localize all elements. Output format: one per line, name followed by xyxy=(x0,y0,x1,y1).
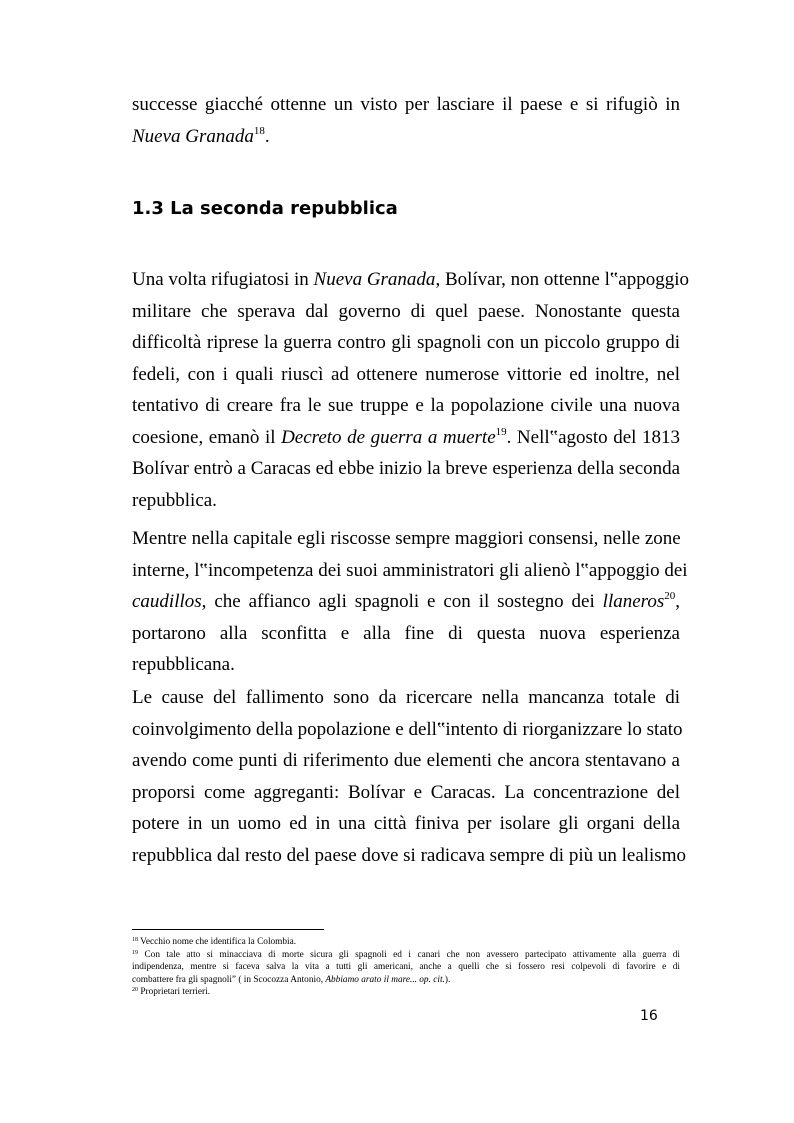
text-line xyxy=(132,586,680,618)
text-span: , Bolívar, non ottenne l‟appoggio xyxy=(435,269,690,290)
text-line: coinvolgimento della popolazione e dell‟intento di riorganizzare lo stato xyxy=(132,718,683,740)
footnote-text: ). xyxy=(444,974,451,985)
footnote-ref: 19 xyxy=(495,425,507,438)
footnote-ref: 18 xyxy=(253,124,265,137)
footnote-text: Vecchio nome che identifica la Colombia. xyxy=(138,937,297,947)
italic-term: Nueva Granada xyxy=(132,125,254,147)
italic-term: Decreto de guerra a muerte xyxy=(281,426,496,448)
footnote-20 xyxy=(132,986,680,999)
text-line: portarono alla sconfitta e alla fine di questa nuova esperienza xyxy=(132,622,680,644)
text-line xyxy=(132,264,690,296)
paragraph xyxy=(132,264,690,516)
text-line: difficoltà riprese la guerra contro gli spagnoli con un piccolo gruppo di xyxy=(132,332,680,353)
text-line xyxy=(132,422,680,454)
text-line: successe giacché ottenne un visto per lasciare il paese e si rifugiò in xyxy=(132,94,680,115)
footnote-divider xyxy=(132,929,324,930)
text-line: repubblica. xyxy=(132,489,217,511)
italic-term: caudillos xyxy=(132,591,202,612)
text-line: potere in un uomo ed in una città finiva per isolare gli organi della xyxy=(132,813,680,834)
text-line: tentativo di creare fra le sue truppe e la popolazione civile una nuova xyxy=(132,395,680,416)
text-line xyxy=(132,121,680,153)
paragraph-continuation xyxy=(132,89,680,152)
footnote-19-line: indipendenza, mentre si faceva salva la vita a tutti gli americani, anche a quelli che si fossero resi colpevoli di favorire e di xyxy=(132,962,680,973)
footnote-ref: 20 xyxy=(664,590,676,602)
text-line: proporsi come aggreganti: Bolívar e Caracas. La concentrazione del xyxy=(132,781,680,803)
footnotes xyxy=(132,936,680,999)
footnote-18 xyxy=(132,936,680,949)
footnote-number: 19 xyxy=(132,949,138,956)
text-line: militare che sperava dal governo di quel paese. Nonostante questa xyxy=(132,300,680,322)
page-number: 16 xyxy=(640,1008,658,1024)
italic-term: Abbiamo arato il mare... op. cit. xyxy=(325,974,445,985)
text-span: coesione, emanò il xyxy=(132,426,282,448)
text-line: Bolívar entrò a Caracas ed ebbe inizio la breve esperienza della seconda xyxy=(132,458,681,479)
footnote-number: 18 xyxy=(132,937,138,943)
text-line: Mentre nella capitale egli riscosse sempre maggiori consensi, nelle zone xyxy=(132,528,681,549)
text-span: . xyxy=(264,125,270,147)
italic-term: llaneros xyxy=(602,591,665,612)
footnote-19-line xyxy=(132,974,680,987)
paragraph xyxy=(132,523,688,681)
text-line: repubblica dal resto del paese dove si radicava sempre di più un lealismo xyxy=(132,844,686,866)
text-line: repubblicana. xyxy=(132,654,235,675)
section-heading: 1.3 La seconda repubblica xyxy=(132,198,398,219)
text-span: , che affianco agli spagnoli e con il sostegno dei xyxy=(201,591,603,612)
text-line: fedeli, con i quali riuscì ad ottenere numerose vittorie ed inoltre, nel xyxy=(132,363,680,385)
text-span: , xyxy=(675,591,680,612)
paragraph xyxy=(132,682,686,871)
text-span: . Nell‟agosto del 1813 xyxy=(506,426,680,448)
text-line: Le cause del fallimento sono da ricercare nella mancanza totale di xyxy=(132,687,680,708)
text-span: Una volta rifugiatosi in xyxy=(132,269,314,290)
italic-term: Nueva Granada xyxy=(313,269,436,290)
text-line: avendo come punti di riferimento due elementi che ancora stentavano a xyxy=(132,750,680,771)
footnote-text: combattere fra gli spagnoli” ( in Scocozza Antonio, xyxy=(132,974,326,985)
footnote-number: 20 xyxy=(132,987,138,994)
text-line: interne, l‟incompetenza dei suoi amministratori gli alienò l‟appoggio dei xyxy=(132,559,688,581)
footnote-19 xyxy=(132,949,680,962)
footnote-text: Con tale atto si minacciava di morte sicura gli spagnoli ed i canari che non avessero partecipato attivamente alla guerra di xyxy=(138,949,680,960)
footnote-text: Proprietari terrieri. xyxy=(138,987,211,998)
